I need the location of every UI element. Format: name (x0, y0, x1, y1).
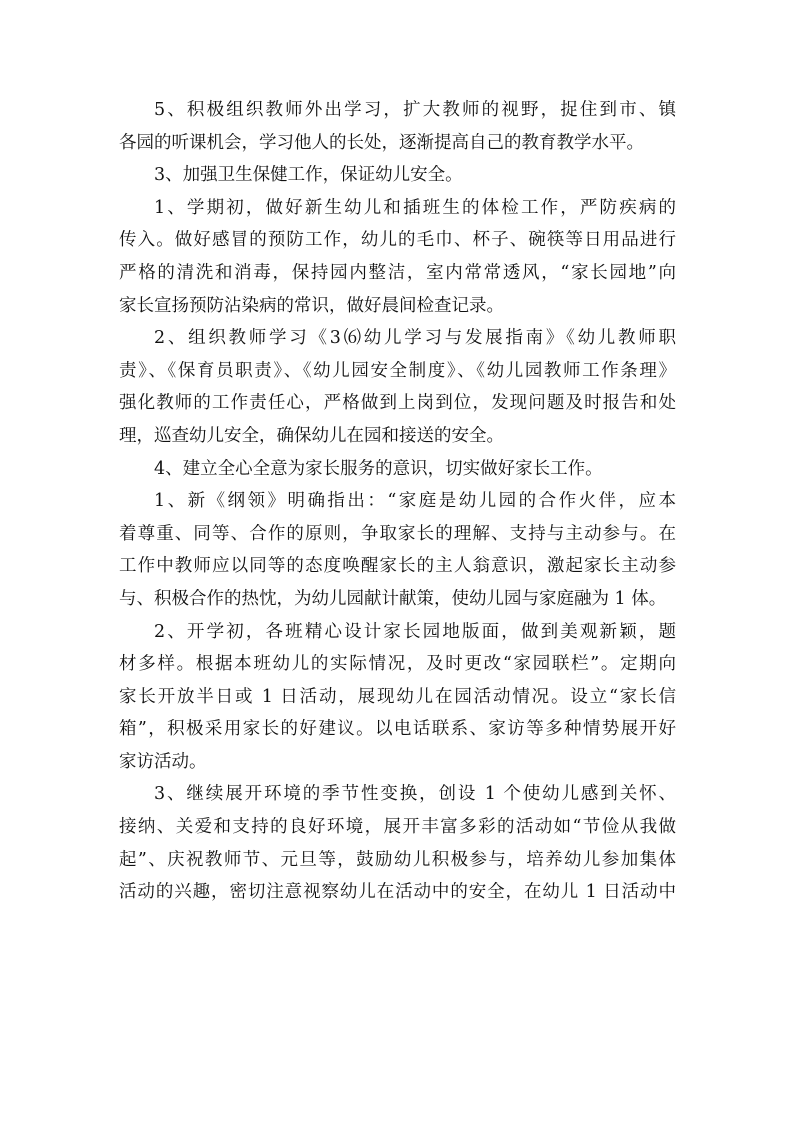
text-line: 工作中教师应以同等的态度唤醒家长的主人翁意识，激起家长主动参 (119, 556, 676, 577)
paragraph-family-partnership (119, 485, 676, 615)
paragraph-safety-study (119, 322, 676, 452)
text-line: 家长宣扬预防沾染病的常识，做好晨间检查记录。 (119, 295, 504, 316)
paragraph-parent-board (119, 616, 676, 779)
document-body (119, 94, 676, 909)
text-line: 1、新《纲领》明确指出：“家庭是幼儿园的合作火伴，应本 (154, 491, 676, 512)
text-line: 2、开学初，各班精心设计家长园地版面，做到美观新颖，题 (154, 621, 676, 642)
text-line: 5、积极组织教师外出学习，扩大教师的视野，捉住到市、镇 (154, 100, 676, 120)
text-line: 各园的听课机会，学习他人的长处，逐渐提高自己的教育教学水平。 (119, 132, 644, 153)
paragraph-environment (119, 778, 676, 908)
text-line: 箱”，积极采用家长的好建议。以电话联系、家访等多种情势展开好 (119, 719, 676, 740)
text-line: 2、组织教师学习《3⑹幼儿学习与发展指南》《幼儿教师职 (154, 328, 676, 349)
text-line: 3、加强卫生保健工作，保证幼儿安全。 (154, 165, 463, 186)
text-line: 理，巡查幼儿安全，确保幼儿在园和接送的安全。 (119, 425, 504, 446)
section-heading-parent-service (119, 453, 676, 486)
text-line: 活动的兴趣，密切注意视察幼儿在活动中的安全，在幼儿 1 日活动中 (119, 882, 676, 903)
text-line: 着尊重、同等、合作的原则，争取家长的理解、支持与主动参与。在 (119, 523, 676, 544)
section-heading-health-safety (119, 159, 676, 192)
text-line: 起”、庆祝教师节、元旦等，鼓励幼儿积极参与，培养幼儿参加集体 (119, 849, 676, 870)
text-line: 4、建立全心全意为家长服务的意识，切实做好家长工作。 (154, 458, 603, 479)
paragraph-health-checks (119, 192, 676, 322)
text-line: 与、积极合作的热忱，为幼儿园献计献策，使幼儿园与家庭融为 1 体。 (119, 588, 667, 609)
text-line: 传入。做好感冒的预防工作，幼儿的毛巾、杯子、碗筷等日用品进行 (119, 230, 676, 251)
text-line: 家长开放半日或 1 日活动，展现幼儿在园活动情况。设立“家长信 (119, 686, 676, 707)
paragraph-teacher-study (119, 94, 676, 159)
text-line: 材多样。根据本班幼儿的实际情况，及时更改“家园联栏”。定期向 (119, 654, 676, 675)
text-line: 3、继续展开环境的季节性变换，创设 1 个使幼儿感到关怀、 (154, 784, 676, 805)
text-line: 责》、《保育员职责》、《幼儿园安全制度》、《幼儿园教师工作条理》 (119, 360, 676, 381)
text-line: 严格的清洗和消毒，保持园内整洁，室内常常透风，“家长园地”向 (119, 262, 676, 283)
text-line: 家访活动。 (119, 751, 207, 772)
text-line: 接纳、关爱和支持的良好环境，展开丰富多彩的活动如“节俭从我做 (119, 817, 676, 838)
text-line: 强化教师的工作责任心，严格做到上岗到位，发现问题及时报告和处 (119, 393, 676, 414)
text-line: 1、学期初，做好新生幼儿和插班生的体检工作，严防疾病的 (154, 197, 676, 218)
